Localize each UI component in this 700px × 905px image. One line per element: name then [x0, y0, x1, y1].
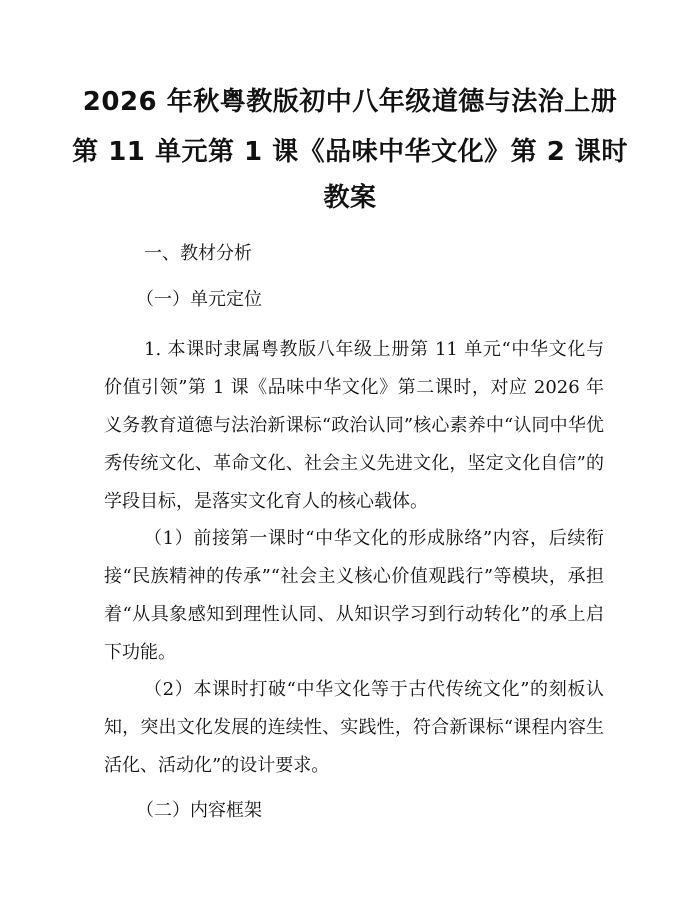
subsection-heading-unit-positioning: （一）单元定位: [136, 289, 262, 310]
document-title-line-2: 第 11 单元第 1 课《品味中华文化》第 2 课时: [72, 137, 628, 167]
paragraph-connection: （1）前接第一课时“中华文化的形成脉络”内容，后续衔接“民族精神的传承”“社会主义核心价值观践行”等模块，承担着“从具象感知到理性认同、从知识学习到行动转化”的承上启下功能。: [104, 528, 604, 663]
document-title-line-1: 2026 年秋粤教版初中八年级道德与法治上册: [82, 87, 618, 117]
subsection-heading-content-framework: （二）内容框架: [136, 800, 262, 821]
paragraph-breakthrough: （2）本课时打破“中华文化等于古代传统文化”的刻板认知，突出文化发展的连续性、实践性，符合新课标“课程内容生活化、活动化”的设计要求。: [104, 679, 604, 776]
paragraph-unit-positioning: 1. 本课时隶属粤教版八年级上册第 11 单元“中华文化与价值引领”第 1 课《品味中华文化》第二课时，对应 2026 年义务教育道德与法治新课标“政治认同”核心素养中“认同中华优秀传统文化、革命文化、社会主义先进文化，坚定文化自信”的学段目标，是落实文化育人的核心载体。: [104, 339, 604, 512]
document-title-line-3: 教案: [323, 183, 377, 213]
section-heading-textbook-analysis: 一、教材分析: [144, 243, 252, 264]
